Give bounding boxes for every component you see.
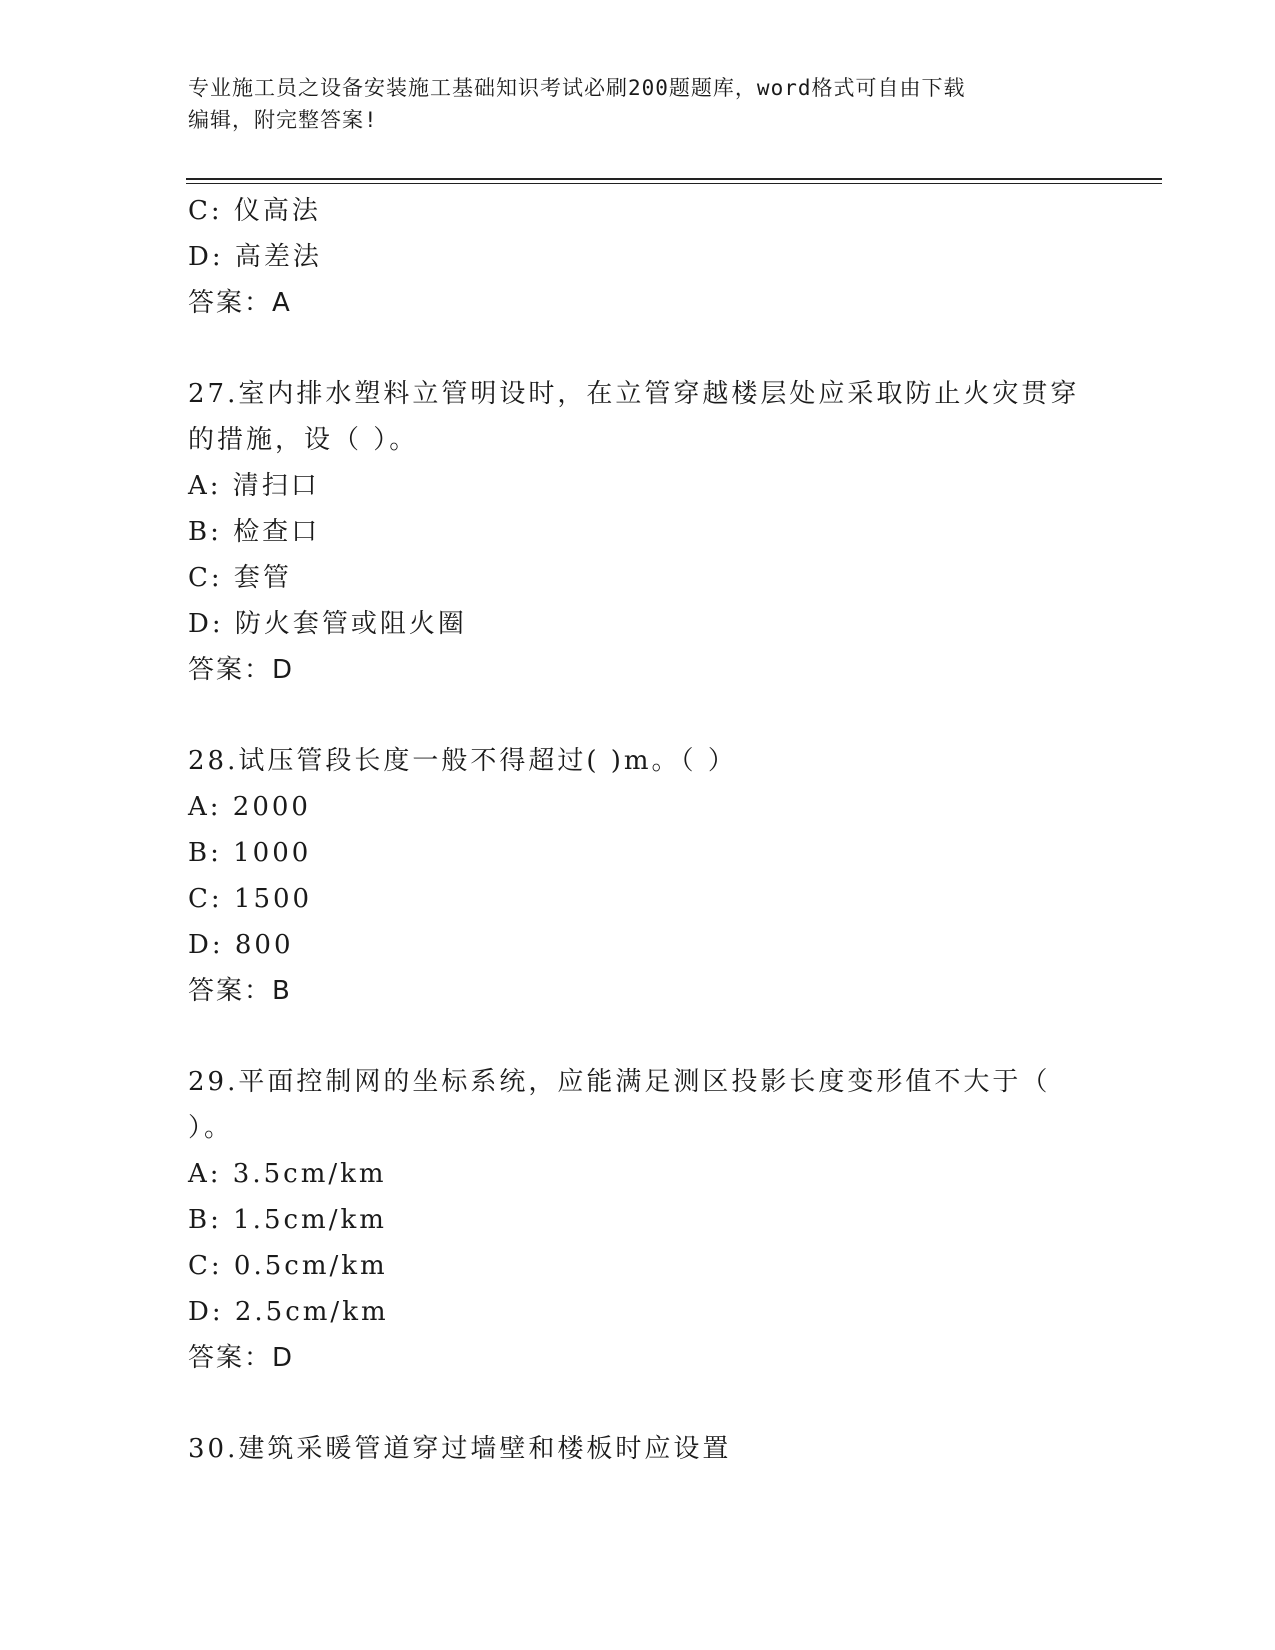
header-rule-thin (186, 183, 1162, 184)
option-c: C: 套管 (188, 563, 292, 593)
question-text-line-1: 30.建筑采暖管道穿过墙壁和楼板时应设置 (188, 1434, 732, 1464)
question-text-line-2: ）。 (188, 1113, 234, 1143)
question-28 (188, 738, 1088, 1014)
option-c: C: 仪高法 (188, 196, 321, 226)
question-26 (188, 188, 1088, 326)
option-a: A: 清扫口 (188, 471, 320, 501)
option-d: D: 2.5cm/km (188, 1297, 389, 1327)
option-a: A: 2000 (188, 792, 311, 822)
question-27 (188, 371, 1088, 693)
option-c: C: 0.5cm/km (188, 1251, 388, 1281)
header-line-2: 编辑，附完整答案! (188, 108, 378, 132)
option-b: B: 检查口 (188, 517, 321, 547)
question-29 (188, 1059, 1088, 1381)
question-text-line-1: 27.室内排水塑料立管明设时，在立管穿越楼层处应采取防止火灾贯穿 (188, 379, 1080, 409)
option-b: B: 1.5cm/km (188, 1205, 387, 1235)
question-text-line-1: 28.试压管段长度一般不得超过( )m。（ ） (188, 746, 737, 776)
question-30 (188, 1426, 1088, 1472)
answer: 答案：A (188, 288, 292, 318)
header-rule-thick (186, 178, 1162, 180)
question-list (188, 188, 1088, 1472)
answer: 答案：B (188, 976, 292, 1006)
header-line-1: 专业施工员之设备安装施工基础知识考试必刷200题题库，word格式可自由下载 (188, 76, 966, 100)
option-b: B: 1000 (188, 838, 312, 868)
answer: 答案：D (188, 655, 295, 685)
option-d: D: 高差法 (188, 242, 322, 272)
question-text-line-1: 29.平面控制网的坐标系统，应能满足测区投影长度变形值不大于（ (188, 1067, 1051, 1097)
question-text-line-2: 的措施，设（ ）。 (188, 425, 419, 455)
option-a: A: 3.5cm/km (188, 1159, 387, 1189)
answer: 答案：D (188, 1343, 295, 1373)
document-header (188, 72, 1088, 136)
option-d: D: 防火套管或阻火圈 (188, 609, 467, 639)
option-d: D: 800 (188, 930, 294, 960)
option-c: C: 1500 (188, 884, 313, 914)
